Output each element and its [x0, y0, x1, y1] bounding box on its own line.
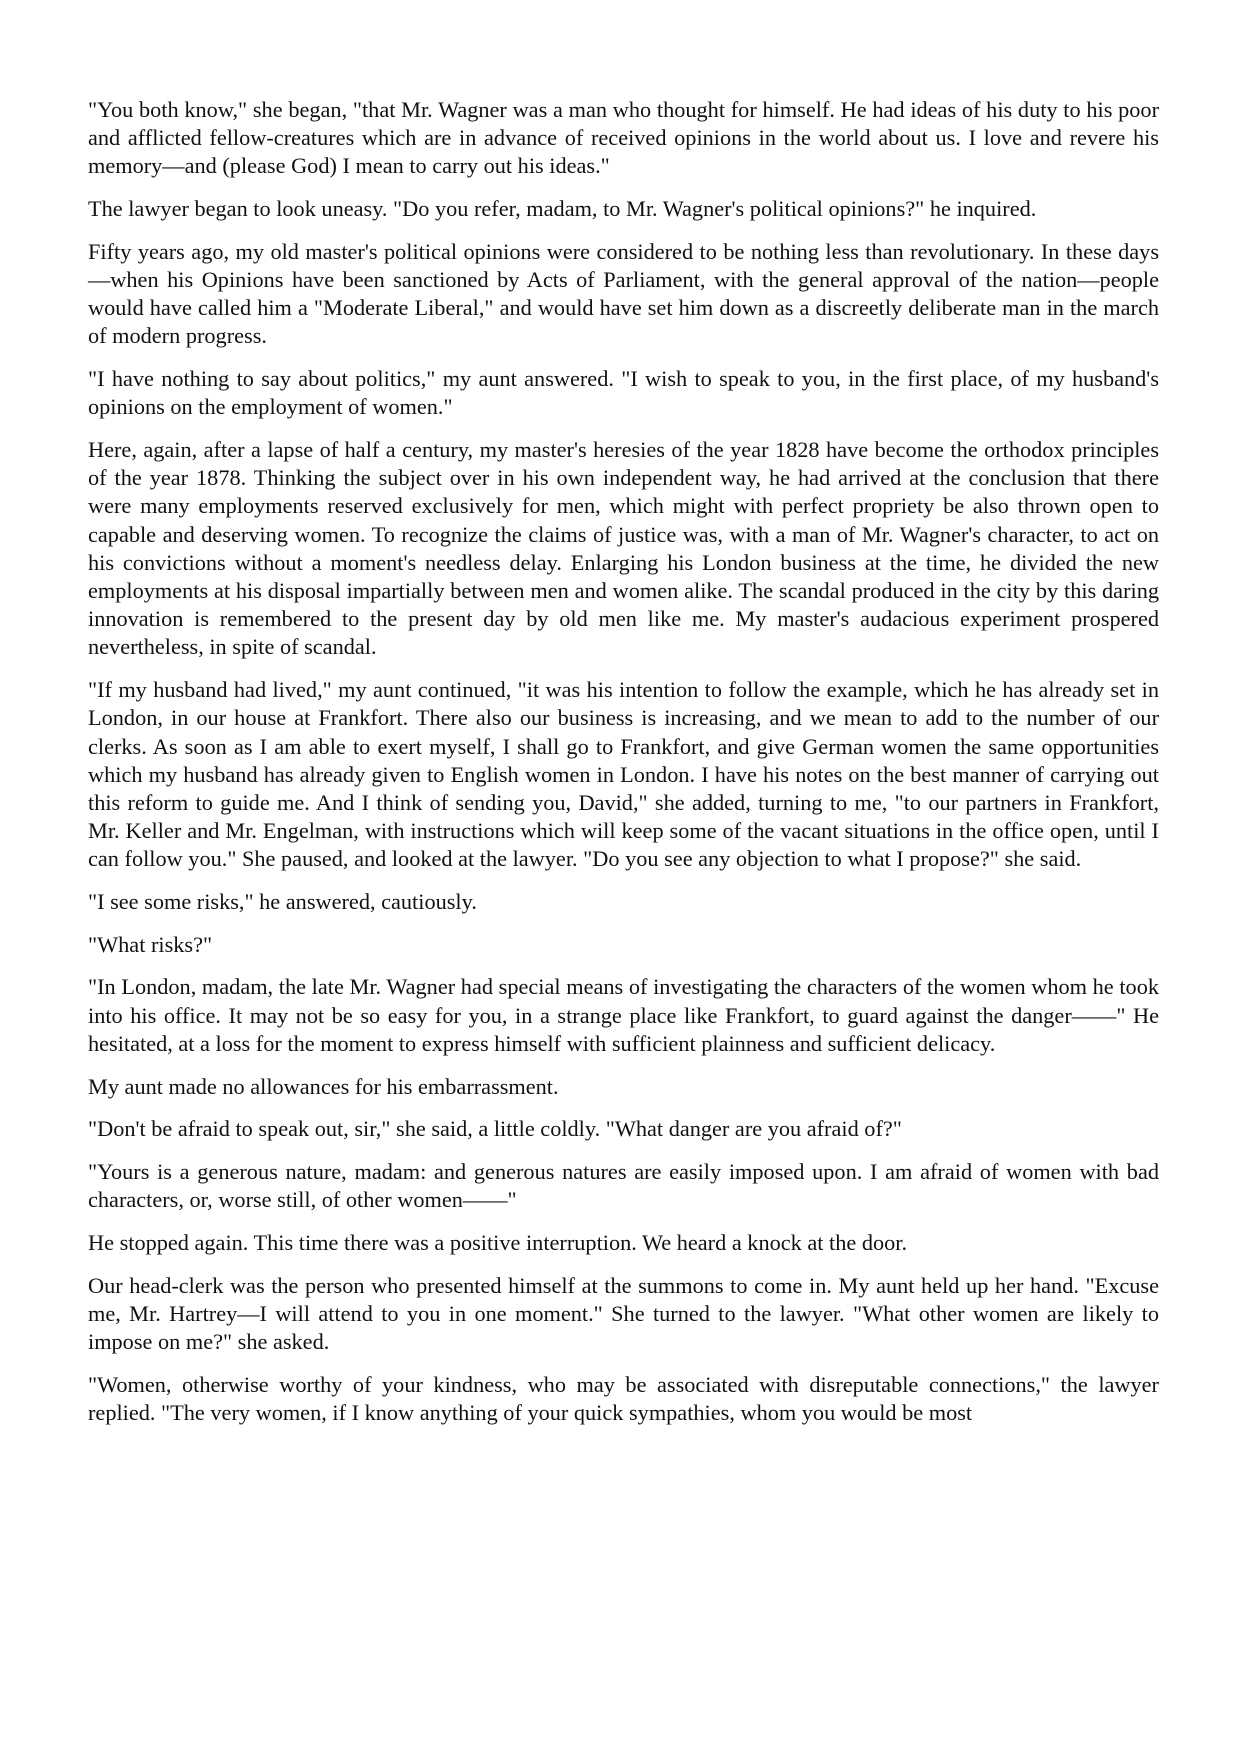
paragraph: Our head-clerk was the person who presented himself at the summons to come in. My aunt held up her hand. "Excuse me, Mr. Hartrey—I will attend to you in one moment." She turned to the lawyer. "What other women are likely to impose on me?" she asked.	[88, 1272, 1159, 1355]
paragraph: He stopped again. This time there was a positive interruption. We heard a knock at the door.	[88, 1229, 908, 1255]
paragraph: The lawyer began to look uneasy. "Do you refer, madam, to Mr. Wagner's political opinions?" he inquired.	[88, 196, 1037, 222]
paragraph: Fifty years ago, my old master's political opinions were considered to be nothing less than revolutionary. In these days—when his Opinions have been sanctioned by Acts of Parliament, with the general approval of the nation—people would have called him a "Moderate Liberal," and would have set him down as a discreetly deliberate man in the march of modern progress.	[88, 238, 1159, 349]
paragraph: "In London, madam, the late Mr. Wagner had special means of investigating the characters of the women whom he took into his office. It may not be so easy for you, in a strange place like Frankfort, to guard against the danger——" He hesitated, at a loss for the moment to express himself with sufficient plainness and sufficient delicacy.	[88, 974, 1159, 1056]
paragraph: "If my husband had lived," my aunt continued, "it was his intention to follow the example, which he has already set in London, in our house at Frankfort. There also our business is increasing, and we mean to add to the number of our clerks. As soon as I am able to exert myself, I shall go to Frankfort, and give German women the same opportunities which my husband has already given to English women in London. I have his notes on the best manner of carrying out this reform to guide me. And I think of sending you, David," she added, turning to me, "to our partners in Frankfort, Mr. Keller and Mr. Engelman, with instructions which will keep some of the vacant situations in the office open, until I can follow you." She paused, and looked at the lawyer. "Do you see any objection to what I propose?" she said.	[88, 677, 1159, 872]
paragraph: Here, again, after a lapse of half a century, my master's heresies of the year 1828 have become the orthodox principles of the year 1878. Thinking the subject over in his own independent way, he had arrived at the conclusion that there were many employments reserved exclusively for men, which might with perfect propriety be also thrown open to capable and deserving women. To recognize the claims of justice was, with a man of Mr. Wagner's character, to act on his convictions without a moment's needless delay. Enlarging his London business at the time, he divided the new employments at his disposal impartially between men and women alike. The scandal produced in the city by this daring innovation is remembered to the present day by old men like me. My master's audacious experiment prospered nevertheless, in spite of scandal.	[88, 437, 1159, 660]
paragraph: "Yours is a generous nature, madam: and generous natures are easily imposed upon. I am afraid of women with bad characters, or, worse still, of other women——"	[88, 1159, 1159, 1213]
paragraph: My aunt made no allowances for his embarrassment.	[88, 1073, 559, 1099]
paragraph: "What risks?"	[88, 931, 213, 957]
paragraph: "You both know," she began, "that Mr. Wagner was a man who thought for himself. He had ideas of his duty to his poor and afflicted fellow-creatures which are in advance of received opinions in the world about us. I love and revere his memory—and (please God) I mean to carry out his ideas."	[88, 97, 1159, 179]
paragraph: "I have nothing to say about politics," my aunt answered. "I wish to speak to you, in the first place, of my husband's opinions on the employment of women."	[88, 366, 1159, 420]
document-page	[88, 96, 1159, 1442]
paragraph: "Women, otherwise worthy of your kindness, who may be associated with disreputable connections," the lawyer replied. "The very women, if I know anything of your quick sympathies, whom you would be most	[88, 1371, 1159, 1425]
paragraph: "Don't be afraid to speak out, sir," she said, a little coldly. "What danger are you afraid of?"	[88, 1116, 902, 1142]
paragraph: "I see some risks," he answered, cautiously.	[88, 889, 477, 915]
